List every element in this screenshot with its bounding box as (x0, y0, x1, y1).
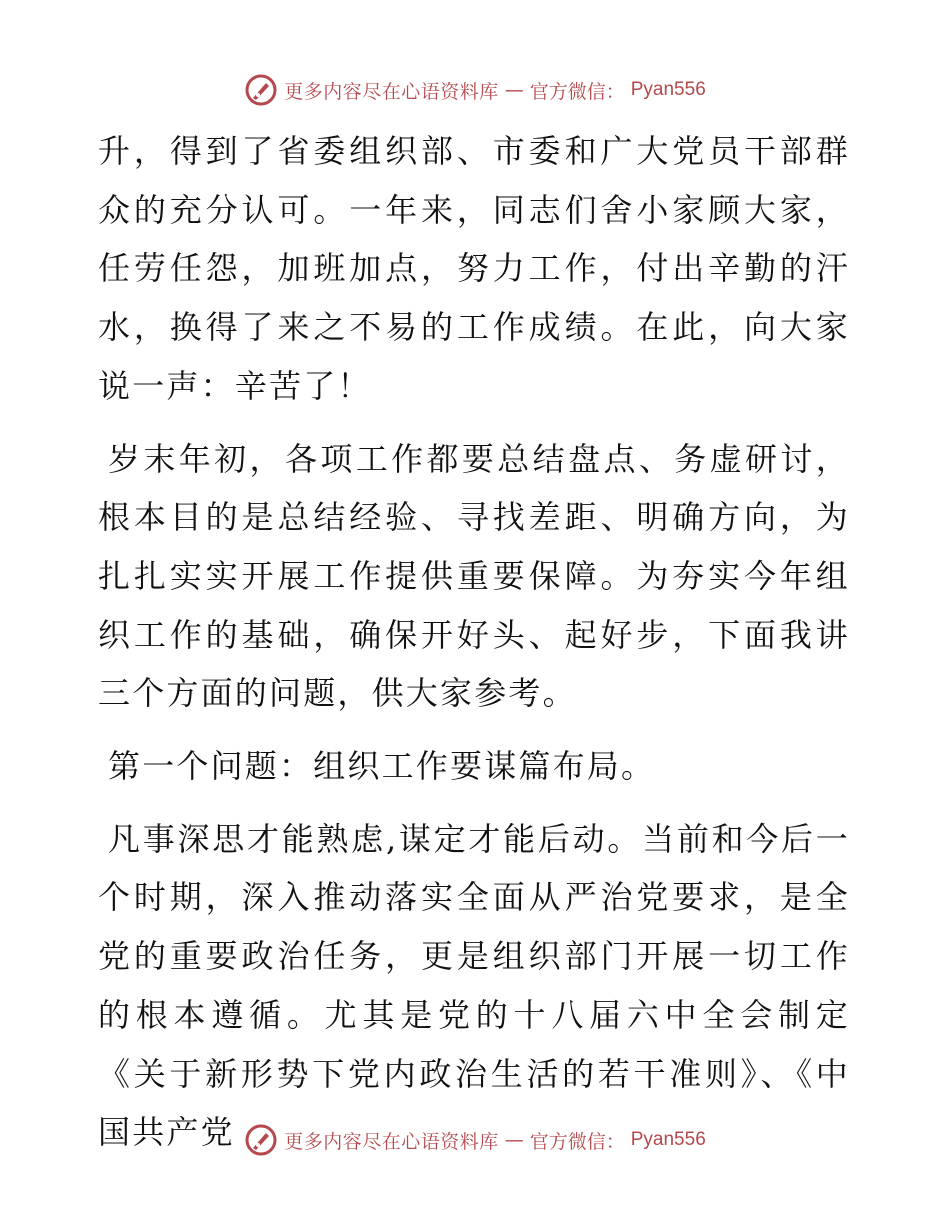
watermark-brand-text: 更多内容尽在心语资料库 (284, 1130, 499, 1153)
header-watermark (0, 70, 950, 110)
paragraph-1: 升，得到了省委组织部、市委和广大党员干部群众的充分认可。一年来，同志们舍小家顾大家，任劳任怨，加班加点，努力工作，付出辛勤的汗水，换得了来之不易的工作成绩。在此，向大家说一声：辛苦了！ (98, 132, 850, 405)
watermark-dash: — (504, 79, 524, 101)
pen-nib-logo-icon (244, 73, 278, 107)
watermark-contact-id: Pyan556 (630, 79, 706, 100)
watermark-contact-label: 官方微信： (529, 80, 625, 103)
pen-nib-logo-icon (244, 1123, 278, 1157)
document-body (98, 122, 850, 1176)
section-heading: 第一个问题：组织工作要谋篇布局。 (108, 747, 656, 786)
paragraph-3: 凡事深思才能熟虑,谋定才能后动。当前和今后一个时期，深入推动落实全面从严治党要求，是全党的重要政治任务，更是组织部门开展一切工作的根本遵循。尤其是党的十八届六中全会制定《关于新形势下党内政治生活的若干准则》、《中国共产党 (98, 819, 850, 1152)
watermark-brand-text: 更多内容尽在心语资料库 (284, 80, 499, 103)
watermark-contact-label: 官方微信： (529, 1130, 625, 1153)
paragraph-2: 岁末年初，各项工作都要总结盘点、务虚研讨，根本目的是总结经验、寻找差距、明确方向，为扎扎实实开展工作提供重要保障。为夯实今年组织工作的基础，确保开好头、起好步，下面我讲三个方面的问题，供大家参考。 (98, 439, 850, 713)
watermark-contact-id: Pyan556 (630, 1129, 706, 1150)
footer-watermark (0, 1120, 950, 1160)
watermark-dash: — (504, 1129, 524, 1151)
